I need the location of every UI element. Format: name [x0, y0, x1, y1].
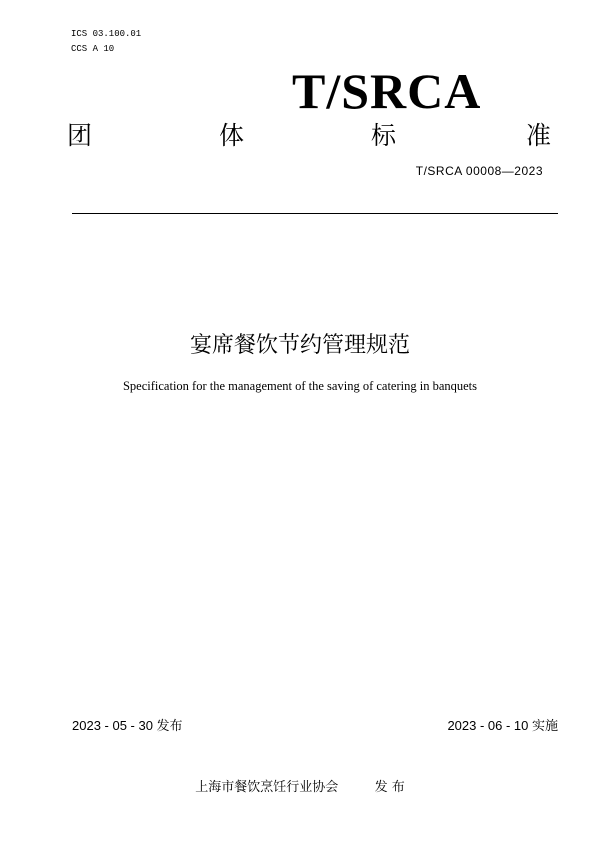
header-divider	[72, 213, 558, 214]
standard-type-char: 准	[526, 121, 552, 150]
publish-date: 2023 - 05 - 30 发布	[72, 718, 183, 733]
ccs-code: CCS A 10	[71, 44, 115, 54]
standard-type-char: 标	[371, 121, 397, 150]
standard-type-char: 团	[67, 121, 93, 150]
standard-type-char: 体	[219, 121, 245, 150]
implement-date: 2023 - 06 - 10 实施	[447, 718, 558, 733]
publisher-name: 上海市餐饮烹饪行业协会	[195, 780, 339, 795]
document-title: 宴席餐饮节约管理规范	[189, 333, 410, 358]
publisher-line	[0, 776, 600, 795]
organization-logo: T/SRCA	[292, 63, 482, 119]
publisher-action: 发 布	[374, 780, 405, 795]
document-title-english: Specification for the management of the saving of catering in banquets	[122, 379, 478, 393]
ics-code: ICS 03.100.01	[71, 29, 142, 39]
standard-number: T/SRCA 00008—2023	[415, 164, 543, 178]
